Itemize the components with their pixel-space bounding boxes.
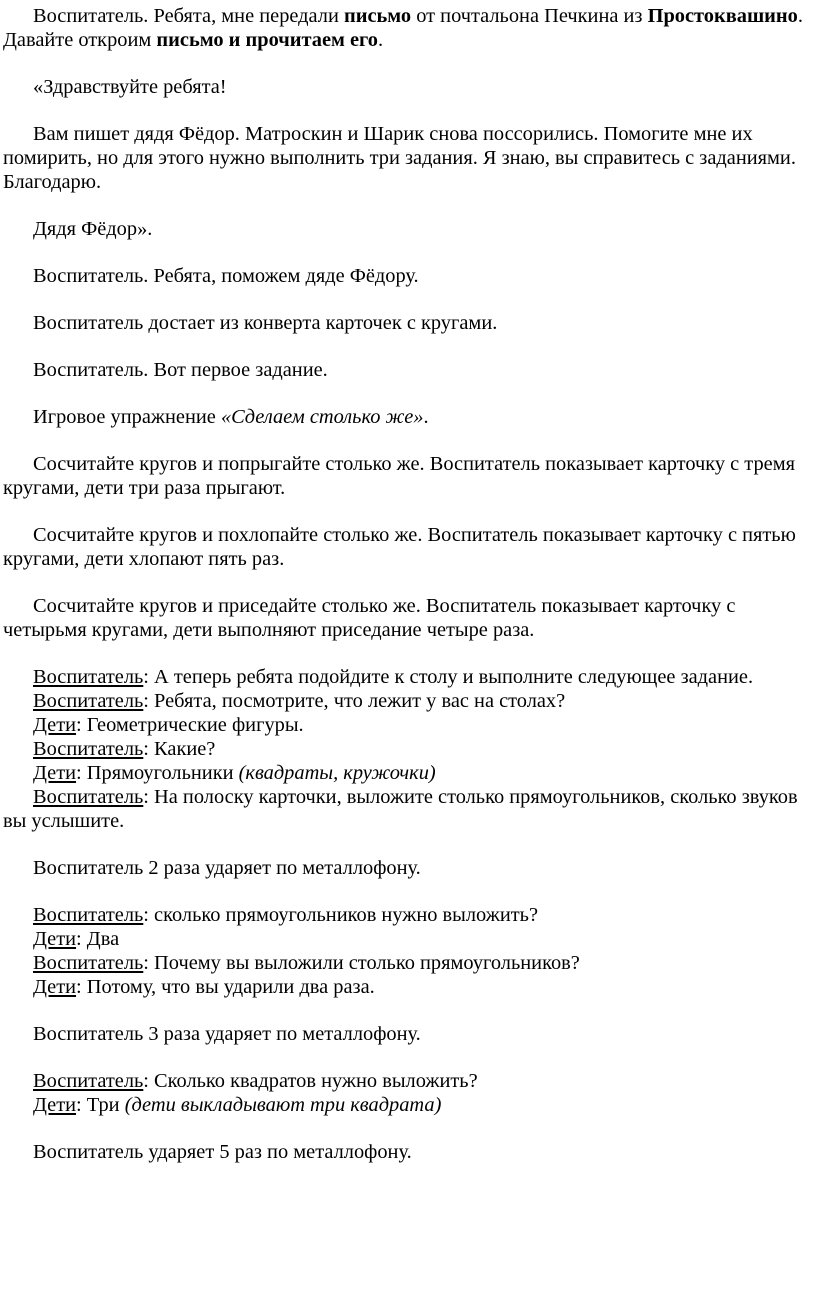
dialog-block-3: [3, 1069, 811, 1117]
letter-signature: Дядя Фёдор».: [33, 218, 153, 240]
dialog-line: Дети: Три (дети выкладывают три квадрата): [33, 1094, 442, 1116]
dialog-block-1: [3, 665, 811, 833]
speaker: Дети: [33, 714, 77, 736]
speaker: Дети: [33, 1094, 77, 1116]
dialog-line: Воспитатель: Какие?: [33, 738, 216, 760]
speaker: Воспитатель: [33, 952, 144, 974]
italic-remark: (квадраты, кружочки): [238, 762, 436, 784]
bold-read-letter: письмо и прочитаем его: [156, 29, 378, 51]
game-title: «Сделаем столько же»: [220, 406, 424, 428]
speaker: Воспитатель: [33, 666, 144, 688]
paragraph-clap: Сосчитайте кругов и похлопайте столько же. Воспитатель показывает карточку с пятью кругами, дети хлопают пять раз.: [3, 524, 796, 570]
paragraph-envelope: Воспитатель достает из конверта карточек с кругами.: [33, 312, 498, 334]
dialog-line: Дети: Потому, что вы ударили два раза.: [33, 976, 375, 998]
speaker: Воспитатель: [33, 738, 144, 760]
dialog-line: Воспитатель: А теперь ребята подойдите к столу и выполните следующее задание.: [33, 666, 754, 688]
intro-paragraph: Воспитатель. Ребята, мне передали письмо от почтальона Печкина из Простоквашино. Давайте откроим письмо и прочитаем его.: [3, 5, 803, 51]
letter-greeting: «Здравствуйте ребята!: [33, 76, 227, 98]
speaker: Дети: [33, 976, 77, 998]
paragraph-strike-3: Воспитатель 3 раза ударяет по металлофону.: [33, 1023, 421, 1045]
paragraph-squat: Сосчитайте кругов и приседайте столько же. Воспитатель показывает карточку с четырьмя кругами, дети выполняют приседание четыре раза.: [3, 595, 736, 641]
document-page: [3, 4, 811, 1164]
speaker: Воспитатель: [33, 690, 144, 712]
paragraph-strike-2: Воспитатель 2 раза ударяет по металлофону.: [33, 857, 421, 879]
dialog-line: Воспитатель: Почему вы выложили столько прямоугольников?: [33, 952, 580, 974]
letter-body: Вам пишет дядя Фёдор. Матроскин и Шарик снова поссорились. Помогите мне их помирить, но для этого нужно выполнить три задания. Я знаю, вы справитесь с заданиями. Благодарю.: [3, 123, 796, 193]
dialog-line: Воспитатель: Сколько квадратов нужно выложить?: [33, 1070, 478, 1092]
paragraph-first-task: Воспитатель. Вот первое задание.: [33, 359, 328, 381]
speaker: Дети: [33, 928, 77, 950]
speaker: Воспитатель: [33, 1070, 144, 1092]
paragraph-game: Игровое упражнение «Сделаем столько же».: [33, 406, 429, 428]
dialog-line: Воспитатель: сколько прямоугольников нужно выложить?: [33, 904, 539, 926]
bold-letter: письмо: [343, 5, 412, 27]
paragraph-jump: Сосчитайте кругов и попрыгайте столько же. Воспитатель показывает карточку с тремя кругами, дети три раза прыгают.: [3, 453, 795, 499]
speaker: Воспитатель: [33, 786, 144, 808]
speaker: Воспитатель: [33, 904, 144, 926]
italic-remark: (дети выкладывают три квадрата): [124, 1094, 442, 1116]
speaker: Дети: [33, 762, 77, 784]
bold-prostokvashino: Простоквашино: [647, 5, 798, 27]
dialog-line: Дети: Два: [33, 928, 120, 950]
dialog-line: Воспитатель: Ребята, посмотрите, что лежит у вас на столах?: [33, 690, 566, 712]
paragraph-strike-5: Воспитатель ударяет 5 раз по металлофону.: [33, 1141, 412, 1163]
dialog-block-2: [3, 903, 811, 999]
dialog-line: Воспитатель: На полоску карточки, выложите столько прямоугольников, сколько звуков вы услышите.: [3, 786, 798, 832]
paragraph-help: Воспитатель. Ребята, поможем дяде Фёдору.: [33, 265, 419, 287]
dialog-line: Дети: Прямоугольники (квадраты, кружочки): [33, 762, 436, 784]
dialog-line: Дети: Геометрические фигуры.: [33, 714, 304, 736]
